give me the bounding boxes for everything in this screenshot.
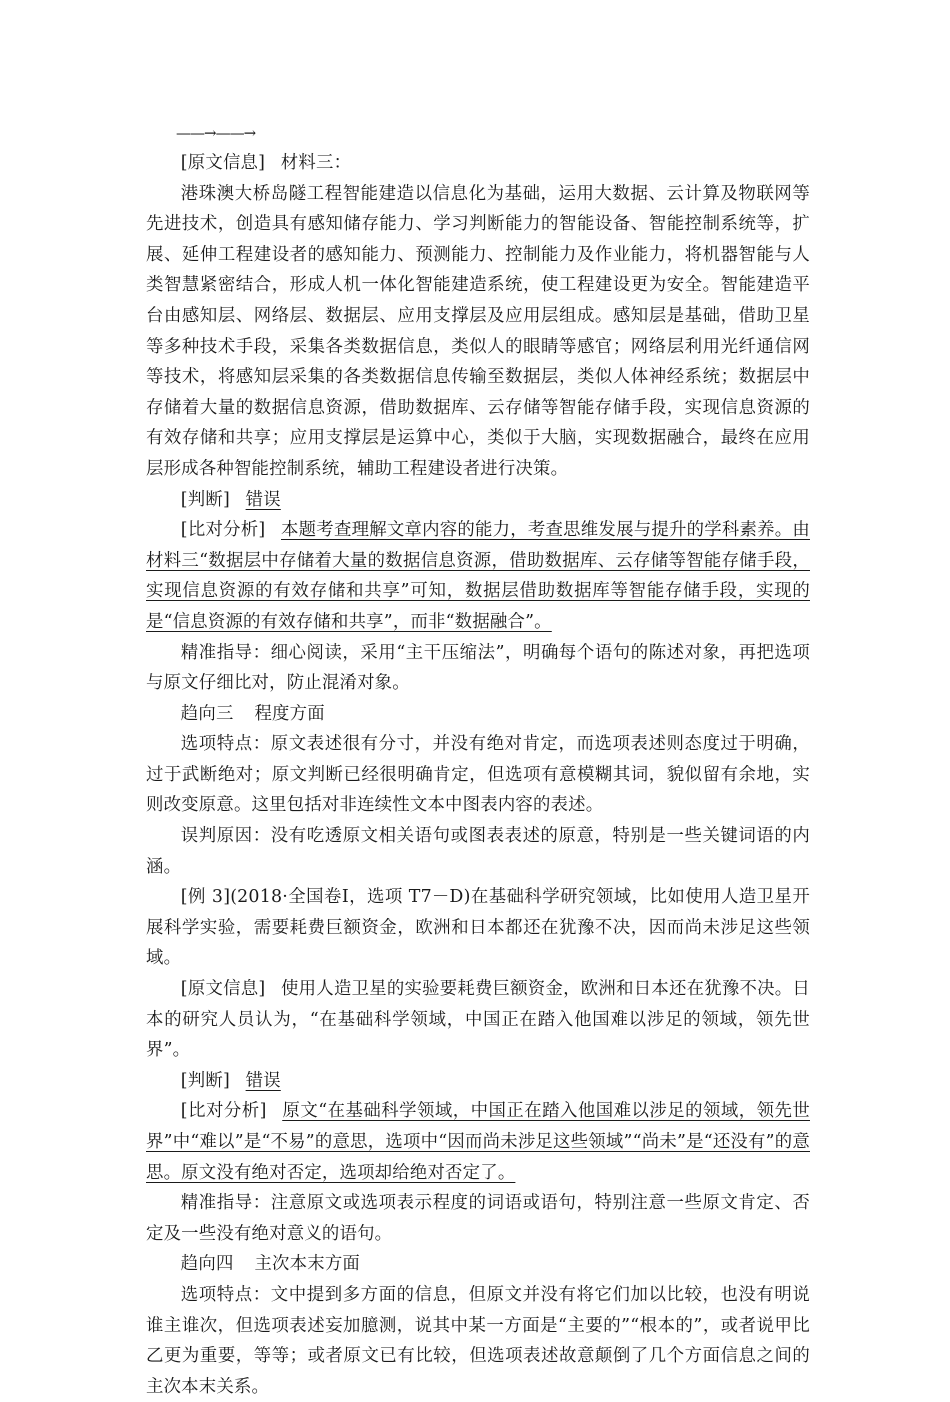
judgement-label: [判断]: [180, 489, 230, 510]
section-number: 趋向三: [180, 703, 234, 724]
source-info-label: [原文信息]: [180, 979, 266, 1000]
analysis-label: [比对分析]: [180, 520, 266, 541]
source-info-text: 使用人造卫星的实验要耗费巨额资金，欧洲和日本还在犹豫不决。日本的研究人员认为，“在基础科学领域，中国正在踏入他国难以涉足的领域，领先世界”。: [146, 979, 810, 1061]
guide-1: 精准指导：细心阅读，采用“主干压缩法”，明确每个语句的陈述对象，再把选项与原文仔细比对，防止混淆对象。: [146, 642, 810, 694]
judgement-label: [判断]: [180, 1070, 230, 1091]
source-info-1: [146, 148, 810, 179]
analysis-text: 本题考查理解文章内容的能力，考查思维发展与提升的学科素养。由材料三“数据层中存储着大量的数据信息资源，借助数据库、云存储等智能存储手段，实现信息资源的有效存储和共享”可知，数据层借助数据库等智能存储手段，实现的是“信息资源的有效存储和共享”，而非“数据融合”。: [146, 520, 810, 632]
source-info-label: [原文信息]: [180, 153, 266, 173]
analysis-text: 原文“在基础科学领域，中国正在踏入他国难以涉足的领域，领先世界”中“难以”是“不易”的意思，选项中“因而尚未涉足这些领域”“尚未”是“还没有”的意思。原文没有绝对否定，选项却给绝对否定了。: [146, 1101, 810, 1183]
arrow-mark: ——→——→: [176, 124, 256, 142]
analysis-label: [比对分析]: [180, 1101, 267, 1122]
feature-4: 选项特点：文中提到多方面的信息，但原文并没有将它们加以比较，也没有明说谁主谁次，但选项表述妄加臆测，说其中某一方面是“主要的”“根本的”，或者说甲比乙更为重要，等等；或者原文已有比较，但选项表述故意颠倒了几个方面信息之间的主次本末关系。: [146, 1284, 810, 1397]
section-heading-4: [146, 1249, 810, 1280]
analysis-1: [146, 515, 810, 637]
judgement-1: [146, 485, 810, 516]
judgement-3: [146, 1066, 810, 1097]
section-title: 主次本末方面: [254, 1254, 360, 1275]
document-page: [146, 118, 810, 1402]
section-number: 趋向四: [180, 1254, 234, 1275]
reason-3: 误判原因：没有吃透原文相关语句或图表表述的原意，特别是一些关键词语的内涵。: [146, 826, 810, 877]
example-text: (2018·全国卷Ⅰ，选项 T7－D)在基础科学研究领域，比如使用人造卫星开展科学实验，需要耗费巨额资金，欧洲和日本都还在犹豫不决，因而尚未涉足这些领域。: [146, 887, 810, 969]
feature-3: 选项特点：原文表述很有分寸，并没有绝对肯定，而选项表述则态度过于明确，过于武断绝对；原文判断已经很明确肯定，但选项有意模糊其词，貌似留有余地，实则改变原意。这里包括对非连续性文本中图表内容的表述。: [146, 734, 810, 816]
guide-3: 精准指导：注意原文或选项表示程度的词语或语句，特别注意一些原文肯定、否定及一些没有绝对意义的语句。: [146, 1193, 810, 1244]
example-3: [146, 882, 810, 974]
analysis-3: [146, 1096, 810, 1188]
judgement-value: 错误: [245, 1070, 281, 1091]
example-label: [例 3]: [180, 887, 231, 908]
section-heading-3: [146, 699, 810, 730]
source-info-3: [146, 974, 810, 1066]
source-text-1: 港珠澳大桥岛隧工程智能建造以信息化为基础，运用大数据、云计算及物联网等先进技术，创造具有感知储存能力、学习判断能力的智能设备、智能控制系统等，扩展、延伸工程建设者的感知能力、预测能力、控制能力及作业能力，将机器智能与人类智慧紧密结合，形成人机一体化智能建造系统，使工程建设更为安全。智能建造平台由感知层、网络层、数据层、应用支撑层及应用层组成。感知层是基础，借助卫星等多种技术手段，采集各类数据信息，类似人的眼睛等感官；网络层利用光纤通信网等技术，将感知层采集的各类数据信息传输至数据层，类似人体神经系统；数据层中存储着大量的数据信息资源，借助数据库、云存储等智能存储手段，实现信息资源的有效存储和共享；应用支撑层是运算中心，类似于大脑，实现数据融合，最终在应用层形成各种智能控制系统，辅助工程建设者进行决策。: [146, 183, 810, 479]
section-title: 程度方面: [254, 703, 325, 724]
source-info-title: 材料三：: [280, 153, 352, 173]
judgement-value: 错误: [245, 489, 281, 510]
